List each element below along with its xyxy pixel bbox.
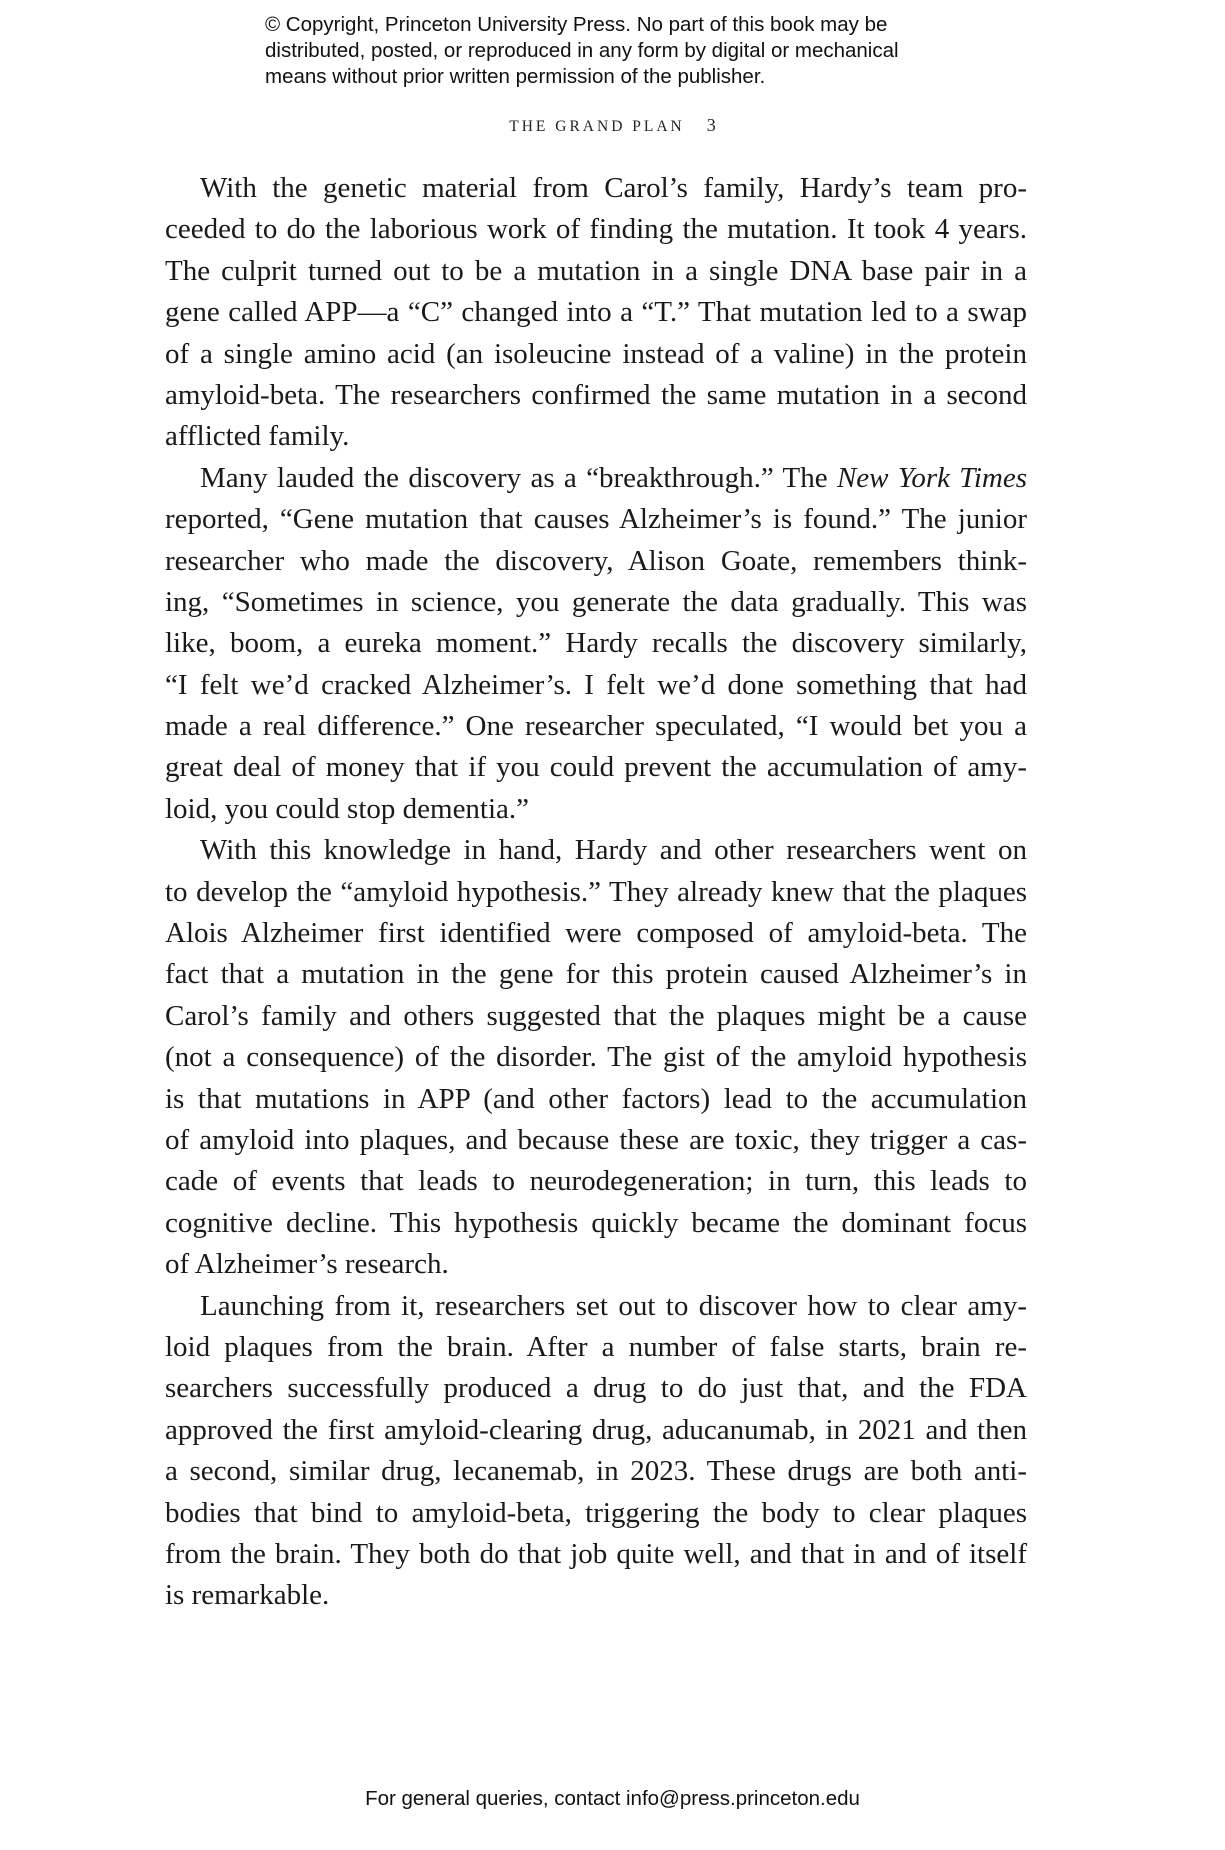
text-line: bodies that bind to amyloid-beta, triggering the body to clear plaques xyxy=(165,1496,1027,1529)
text-line: With this knowledge in hand, Hardy and other researchers went on xyxy=(200,834,1027,867)
text-line: cognitive decline. This hypothesis quickly became the dominant focus xyxy=(165,1206,1027,1239)
copyright-line: means without prior written permission of the publisher. xyxy=(265,65,766,88)
copyright-line: © Copyright, Princeton University Press. No part of this book may be xyxy=(265,13,888,36)
text-line: of amyloid into plaques, and because these are toxic, they trigger a cas- xyxy=(165,1123,1027,1156)
text-line xyxy=(165,458,1027,499)
text-line: made a real difference.” One researcher speculated, “I would bet you a xyxy=(165,710,1027,743)
text-line: gene called APP—a “C” changed into a “T.” That mutation led to a swap xyxy=(165,296,1027,329)
text-line: approved the first amyloid-clearing drug, aducanumab, in 2021 and then xyxy=(165,1413,1027,1446)
text-line: ing, “Sometimes in science, you generate the data gradually. This was xyxy=(165,585,1027,618)
text-line: great deal of money that if you could prevent the accumulation of amy- xyxy=(165,751,1027,784)
text-line: Alois Alzheimer first identified were composed of amyloid-beta. The xyxy=(165,917,1027,950)
text-line: a second, similar drug, lecanemab, in 2023. These drugs are both anti- xyxy=(165,1455,1027,1488)
text-line: loid plaques from the brain. After a number of false starts, brain re- xyxy=(165,1330,1027,1363)
text-line: of a single amino acid (an isoleucine instead of a valine) in the protein xyxy=(165,337,1027,370)
text-line: to develop the “amyloid hypothesis.” They already knew that the plaques xyxy=(165,875,1027,908)
text-line: afflicted family. xyxy=(165,420,350,453)
footer-contact: For general queries, contact info@press.princeton.edu xyxy=(365,1787,860,1810)
text-line: With the genetic material from Carol’s family, Hardy’s team pro- xyxy=(200,172,1027,204)
text-line: “I felt we’d cracked Alzheimer’s. I felt we’d done something that had xyxy=(165,668,1027,701)
page-number: 3 xyxy=(706,115,716,135)
copyright-notice xyxy=(265,12,1025,90)
text-line: Carol’s family and others suggested that the plaques might be a cause xyxy=(165,999,1027,1032)
text-run: Many lauded the discovery as a “breakthrough.” The xyxy=(200,461,837,494)
running-head-title: THE GRAND PLAN xyxy=(509,118,685,135)
publication-title: New York Times xyxy=(836,461,1027,494)
running-head xyxy=(0,115,1225,136)
text-line: is remarkable. xyxy=(165,1579,330,1612)
paragraph xyxy=(165,458,1027,831)
text-line: researcher who made the discovery, Alison Goate, remembers think- xyxy=(165,544,1027,577)
text-line: fact that a mutation in the gene for this protein caused Alzheimer’s in xyxy=(165,958,1027,991)
text-line: of Alzheimer’s research. xyxy=(165,1248,449,1281)
paragraph xyxy=(165,168,1027,458)
text-line: Launching from it, researchers set out to discover how to clear amy- xyxy=(200,1289,1027,1322)
text-line: ceeded to do the laborious work of finding the mutation. It took 4 years. xyxy=(165,213,1027,246)
paragraph xyxy=(165,1286,1027,1617)
text-line: cade of events that leads to neurodegeneration; in turn, this leads to xyxy=(165,1165,1027,1198)
text-line: reported, “Gene mutation that causes Alzheimer’s is found.” The junior xyxy=(165,503,1027,536)
text-line: from the brain. They both do that job quite well, and that in and of itself xyxy=(165,1537,1027,1570)
text-line: (not a consequence) of the disorder. The gist of the amyloid hypothesis xyxy=(165,1041,1027,1074)
paragraph xyxy=(165,830,1027,1285)
text-line: searchers successfully produced a drug to do just that, and the FDA xyxy=(165,1372,1027,1405)
text-line: The culprit turned out to be a mutation in a single DNA base pair in a xyxy=(165,254,1027,287)
body-text xyxy=(165,168,1027,1617)
text-line: like, boom, a eureka moment.” Hardy recalls the discovery similarly, xyxy=(165,627,1027,660)
text-line: loid, you could stop dementia.” xyxy=(165,792,530,825)
text-line: is that mutations in APP (and other factors) lead to the accumulation xyxy=(165,1082,1027,1115)
text-line: amyloid-beta. The researchers confirmed the same mutation in a second xyxy=(165,378,1027,411)
copyright-line: distributed, posted, or reproduced in any form by digital or mechanical xyxy=(265,39,899,62)
